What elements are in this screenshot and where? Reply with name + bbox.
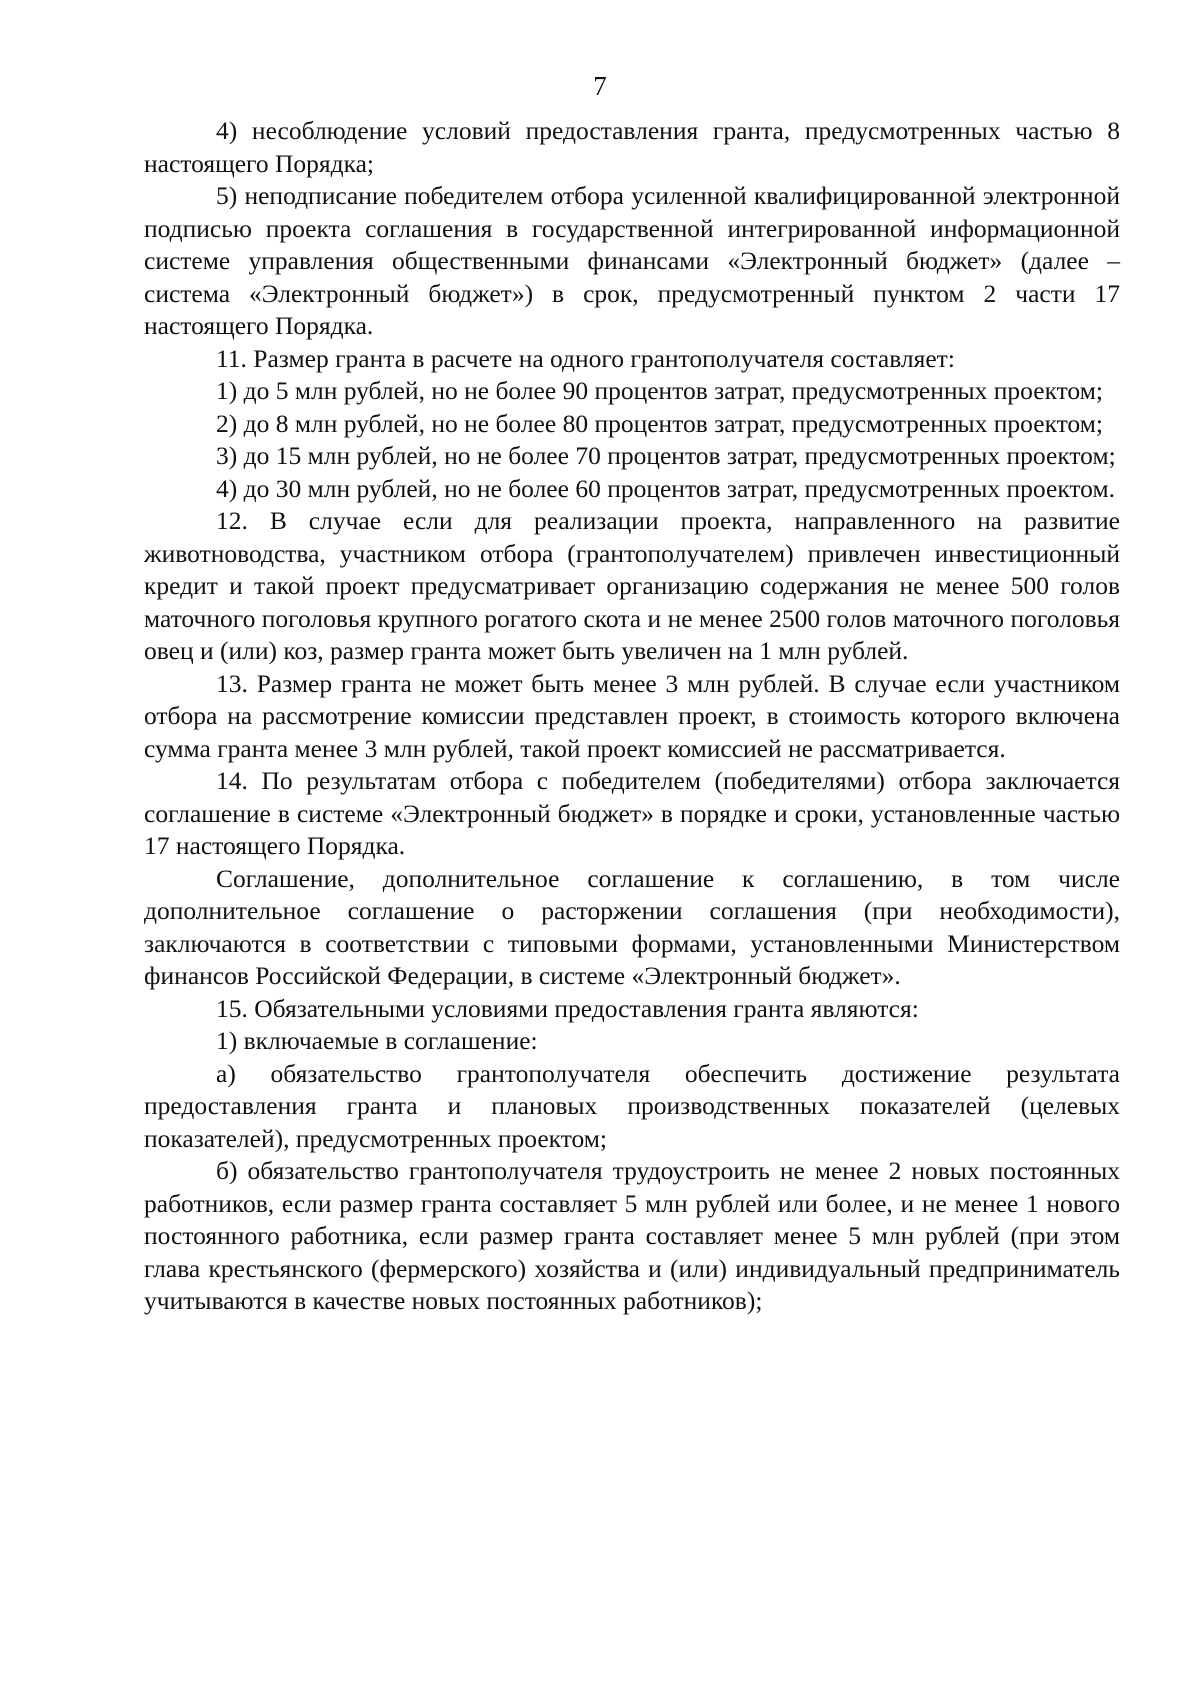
paragraph-grant-size-4: 4) до 30 млн рублей, но не более 60 процентов затрат, предусмотренных проектом. [216, 473, 1115, 503]
paragraph-condition-b: б) обязательство грантополучателя трудоустроить не менее 2 новых постоянных работников, если размер гранта составляет 5 млн рублей или более, и не менее 1 нового постоянного работника, если размер гранта составляет менее 5 млн рублей (при этом глава крестьянского (фермерского) хозяйства и (или) индивидуальный предприниматель учитываются в качестве новых постоянных работников); [144, 1156, 1120, 1315]
paragraph-agreement-forms: Соглашение, дополнительное соглашение к соглашению, в том числе дополнительное соглашение о расторжении соглашения (при необходимости), заключаются в соответствии с типовыми формами, установленными Министерством финансов Российской Федерации, в системе «Электронный бюджет». [144, 863, 1120, 990]
document-body [144, 115, 1120, 1318]
paragraph-item-4-noncompliance: 4) несоблюдение условий предоставления гранта, предусмотренных частью 8 настоящего Порядка; [144, 116, 1120, 178]
paragraph-grant-size-1: 1) до 5 млн рублей, но не более 90 процентов затрат, предусмотренных проектом; [216, 376, 1103, 405]
paragraph-section-11: 11. Размер гранта в расчете на одного грантополучателя составляет: [216, 343, 955, 373]
page-number: 7 [593, 71, 607, 101]
paragraph-grant-size-2: 2) до 8 млн рублей, но не более 80 процентов затрат, предусмотренных проектом; [216, 408, 1103, 438]
paragraph-section-12: 12. В случае если для реализации проекта, направленного на развитие животноводства, участником отбора (грантополучателем) привлечен инвестиционный кредит и такой проект предусматривает организацию содержания не менее 500 голов маточного поголовья крупного рогатого скота и не менее 2500 голов маточного поголовья овец и (или) коз, размер гранта может быть увеличен на 1 млн рублей. [144, 506, 1120, 665]
paragraph-section-13: 13. Размер гранта не может быть менее 3 млн рублей. В случае если участником отбора на рассмотрение комиссии представлен проект, в стоимость которого включена сумма гранта менее 3 млн рублей, такой проект комиссией не рассматривается. [144, 668, 1120, 763]
paragraph-condition-1: 1) включаемые в соглашение: [216, 1026, 538, 1055]
paragraph-section-15: 15. Обязательными условиями предоставления гранта являются: [216, 993, 919, 1023]
paragraph-condition-a: а) обязательство грантополучателя обеспечить достижение результата предоставления гранта и плановых производственных показателей (целевых показателей), предусмотренных проектом; [144, 1058, 1120, 1153]
paragraph-grant-size-3: 3) до 15 млн рублей, но не более 70 процентов затрат, предусмотренных проектом; [216, 441, 1116, 470]
paragraph-item-5-not-signed: 5) неподписание победителем отбора усиленной квалифицированной электронной подписью проекта соглашения в государственной интегрированной информационной системе управления общественными финансами «Электронный бюджет» (далее – система «Электронный бюджет») в срок, предусмотренный пунктом 2 части 17 настоящего Порядка. [144, 181, 1120, 340]
paragraph-section-14: 14. По результатам отбора с победителем (победителями) отбора заключается соглашение в системе «Электронный бюджет» в порядке и сроки, установленные частью 17 настоящего Порядка. [144, 766, 1120, 860]
